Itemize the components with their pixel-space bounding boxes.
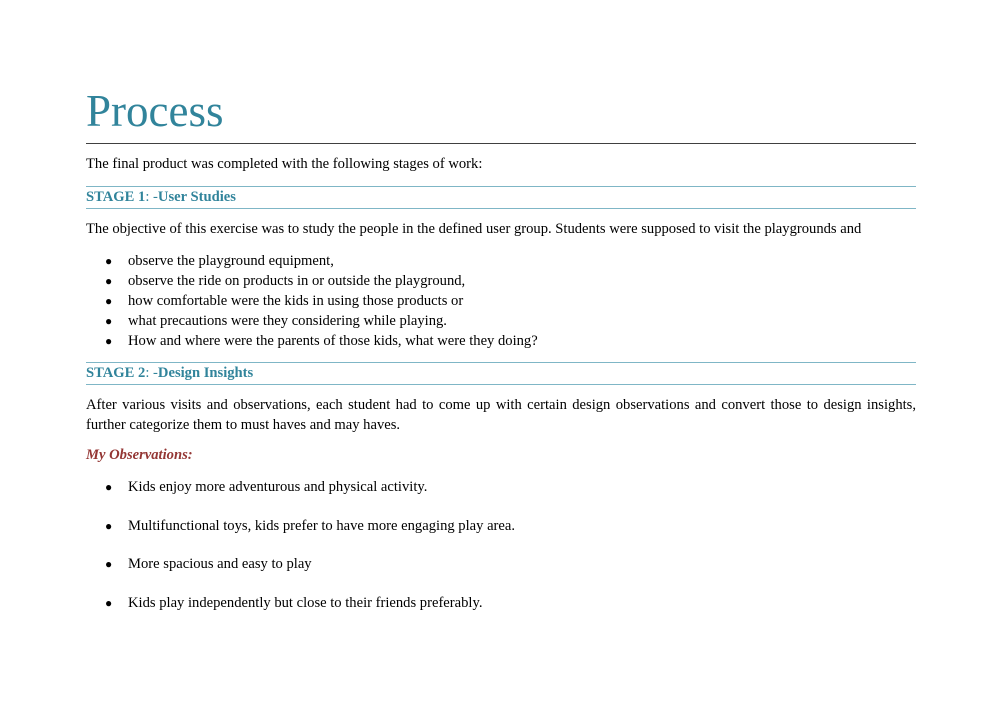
list-item (86, 311, 916, 331)
stage-2-label: STAGE 2 (86, 365, 146, 381)
stage-1-label: STAGE 1 (86, 189, 146, 205)
list-item-text: what precautions were they considering while playing. (128, 313, 447, 329)
stage-1-name: User Studies (157, 189, 236, 205)
list-item-text: More spacious and easy to play (128, 556, 312, 573)
list-item (86, 477, 916, 516)
bullet-icon: ● (105, 480, 113, 494)
list-item (86, 593, 916, 632)
list-item-text: Multifunctional toys, kids prefer to have more engaging play area. (128, 517, 516, 534)
bullet-icon: ● (105, 274, 113, 288)
title-divider (86, 143, 916, 144)
stage-1-description: The objective of this exercise was to study the people in the defined user group. Students were supposed to visit the playgrounds and (86, 221, 862, 237)
bullet-icon: ● (105, 557, 113, 572)
list-item-text: Kids play independently but close to their friends preferably. (128, 595, 483, 612)
stage-1-separator: : - (145, 189, 158, 205)
list-item-text: How and where were the parents of those kids, what were they doing? (128, 333, 538, 349)
stage-2-heading (86, 362, 916, 385)
bullet-icon: ● (105, 518, 113, 533)
stage-1-bullet-list (86, 251, 916, 351)
stage-2-name: Design Insights (157, 365, 254, 381)
bullet-icon: ● (105, 334, 113, 348)
list-item-text: Kids enjoy more adventurous and physical activity. (128, 479, 428, 495)
bullet-icon: ● (105, 294, 113, 308)
list-item (86, 291, 916, 311)
bullet-icon: ● (105, 596, 113, 611)
intro-paragraph: The final product was completed with the following stages of work: (86, 156, 483, 172)
list-item (86, 554, 916, 593)
stage-2-description: After various visits and observations, each student had to come up with certain design observations and convert those to design insights, further categorize them to must haves and may haves. (86, 397, 916, 433)
observations-list (86, 477, 916, 632)
stage-1-heading (86, 186, 916, 209)
list-item (86, 251, 916, 271)
bullet-icon: ● (105, 254, 113, 268)
list-item-text: how comfortable were the kids in using those products or (128, 293, 464, 309)
stage-2-separator: : - (145, 365, 158, 381)
list-item-text: observe the playground equipment, (128, 253, 334, 269)
observations-heading: My Observations: (86, 447, 193, 463)
list-item-text: observe the ride on products in or outside the playground, (128, 273, 466, 289)
list-item (86, 271, 916, 291)
bullet-icon: ● (105, 314, 113, 328)
list-item (86, 516, 916, 555)
list-item (86, 331, 916, 351)
page-title: Process (86, 86, 224, 136)
